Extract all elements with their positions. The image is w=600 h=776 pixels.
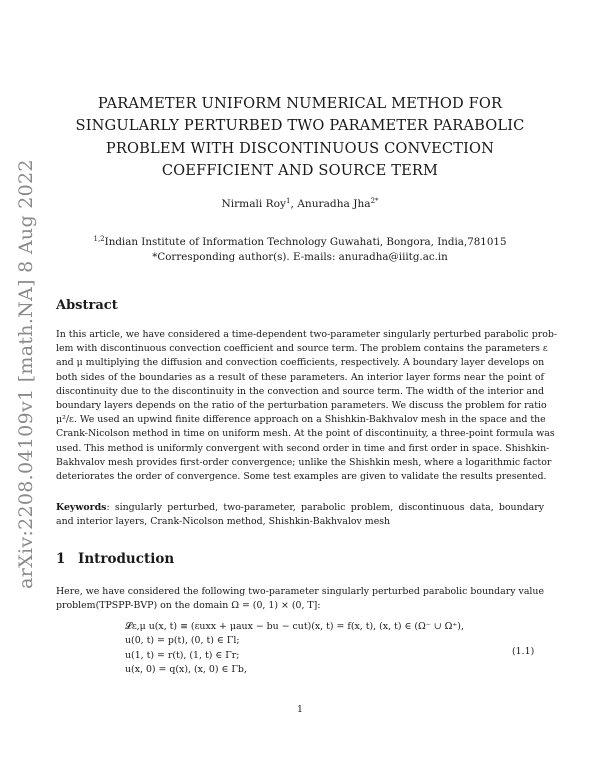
intro-paragraph	[56, 585, 544, 613]
abstract-line: used. This method is uniformly convergent with second order in time and first order in space. Shishkin-	[56, 442, 550, 454]
abstract-line: Crank-Nicolson method in time on uniform mesh. At the point of discontinuity, a three-point formula was	[56, 428, 555, 440]
affiliation-mark: 1,2	[93, 235, 105, 243]
section-title: Introduction	[78, 551, 175, 567]
abstract-heading: Abstract	[56, 298, 118, 313]
author-name: Anuradha Jha	[297, 198, 371, 210]
abstract-line: and μ multiplying the diffusion and convection coefficients, respectively. A boundary layer develops on	[56, 357, 545, 369]
title-line: PARAMETER UNIFORM NUMERICAL METHOD FOR	[97, 95, 503, 112]
arxiv-identifier: arXiv:2208.04109v1 [math.NA] 8 Aug 2022	[15, 159, 37, 589]
author-affiliation-mark: 1	[286, 197, 291, 205]
abstract-body	[56, 328, 558, 484]
abstract-line: lem with discontinuous convection coefficient and source term. The problem contains the parameters ε	[56, 343, 548, 355]
abstract-line: deteriorates the order of convergence. Some test examples are given to validate the results presented.	[56, 471, 547, 483]
section-heading	[56, 551, 174, 567]
affiliation-block	[56, 235, 544, 265]
author-list	[56, 198, 544, 210]
keywords-block	[56, 501, 544, 529]
intro-line: problem(TPSPP-BVP) on the domain Ω = (0, 1) × (0, T]:	[56, 600, 321, 612]
corresponding-author: *Corresponding author(s). E-mails: anuradha@iiitg.ac.in	[152, 251, 448, 263]
arxiv-sidebar-stamp	[4, 159, 48, 589]
equation-line: u(0, t) = p(t), (0, t) ∈ Γl;	[125, 635, 240, 647]
section-number: 1	[56, 551, 66, 567]
paper-title	[56, 93, 544, 183]
equation-number: (1.1)	[512, 646, 535, 657]
title-line: PROBLEM WITH DISCONTINUOUS CONVECTION	[105, 139, 495, 157]
page-number: 1	[297, 704, 303, 715]
equation-system	[125, 620, 485, 678]
title-line: SINGULARLY PERTURBED TWO PARAMETER PARABOLIC	[75, 117, 525, 135]
keywords-text: and interior layers, Crank-Nicolson method, Shishkin-Bakhvalov mesh	[56, 516, 391, 528]
abstract-line: μ²/ε. We used an upwind finite difference approach on a Shishkin-Bakhvalov mesh in the space and the	[56, 414, 546, 426]
affiliation-text: Indian Institute of Information Technology Guwahati, Bongora, India,781015	[104, 236, 507, 248]
abstract-line: Bakhvalov mesh provides first-order convergence; unlike the Shishkin mesh, where a logarithmic factor	[56, 456, 552, 468]
keywords-label: Keywords	[56, 502, 107, 513]
title-line: COEFFICIENT AND SOURCE TERM	[161, 162, 439, 180]
abstract-line: both sides of the boundaries as a result of these parameters. An interior layer forms near the point of	[56, 371, 544, 383]
equation-line: u(x, 0) = q(x), (x, 0) ∈ Γb,	[125, 664, 247, 676]
keywords-text: : singularly perturbed, two-parameter, parabolic problem, discontinuous data, boundary	[106, 502, 544, 513]
intro-line: Here, we have considered the following two-parameter singularly perturbed parabolic boundary value	[56, 586, 544, 597]
author-name: Nirmali Roy	[221, 198, 287, 210]
author-separator: ,	[290, 198, 298, 210]
abstract-line: boundary layers depends on the ratio of the perturbation parameters. We discuss the problem for ratio	[56, 400, 547, 412]
abstract-line: In this article, we have considered a time-dependent two-parameter singularly perturbed parabolic prob-	[56, 329, 558, 340]
abstract-line: discontinuity due to the discontinuity in the convection and source term. The width of the interior and	[56, 385, 544, 397]
author-affiliation-mark: 2*	[370, 197, 379, 205]
equation-line: 𝓛ε,μ u(x, t) ≡ (εuxx + μaux − bu − cut)(x, t) = f(x, t), (x, t) ∈ (Ω⁻ ∪ Ω⁺),	[125, 621, 464, 632]
equation-line: u(1, t) = r(t), (1, t) ∈ Γr;	[125, 649, 240, 661]
